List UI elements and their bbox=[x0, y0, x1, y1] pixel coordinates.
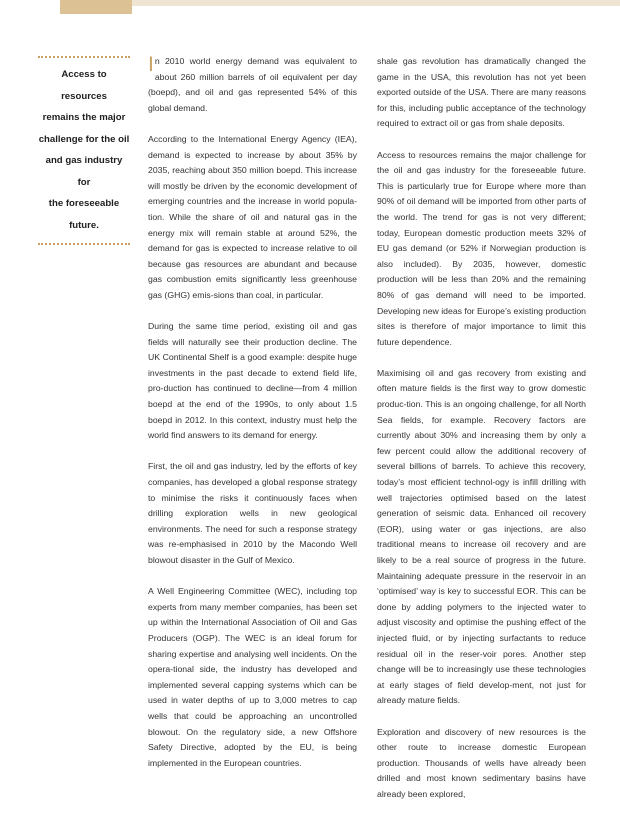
article-column-1 bbox=[148, 54, 357, 787]
pull-quote-line: remains the major bbox=[42, 112, 126, 123]
drop-cap: I bbox=[148, 53, 154, 76]
paragraph: In 2010 world energy demand was equivalent to about 260 million barrels of oil equivalent per day (boepd), and oil and gas represented 54% of this global demand. bbox=[148, 53, 357, 113]
header-accent-tab bbox=[60, 0, 132, 14]
paragraph: According to the International Energy Agency (IEA), demand is expected to increase by about 35% by 2035, reaching about 350 million boepd. This increase will mostly be driven by the economic development of emerging countries and the increase in world popula-tion. While the share of oil and natural gas in the energy mix will remain stable at around 52%, the demand for gas is expected to increase relative to oil because gas resources are abundant and because gas combustion emits significantly less greenhouse gas (GHG) emis-sions than coal, in particular. bbox=[148, 133, 357, 300]
pull-quote bbox=[38, 56, 130, 245]
pull-quote-line: Access to resources bbox=[61, 69, 107, 102]
paragraph: Access to resources remains the major challenge for the oil and gas industry for the foreseeable future. This is particularly true for Europe where more than 90% of oil demand will be imported from other parts of the world. The trend for gas is not very different; today, European domestic production meets 32% of EU gas demand (or 52% if Norwegian production is also included). By 2035, however, domestic production will be less than 20% and the remaining 80% of gas demand will need to be imported. Developing new ideas for Europe’s existing production sites is therefore of major importance to limit this future dependence. bbox=[377, 149, 586, 347]
pull-quote-line: challenge for the oil bbox=[38, 133, 130, 145]
paragraph: Maximising oil and gas recovery from existing and often mature fields is the first way to grow domestic produc-tion. This is an ongoing challenge, for all North Sea fields, for example. Recovery factors are currently about 30% and increasing them by only a few percent could allow the additional recovery of several billions of barrels. To achieve this recovery, today’s most efficient technol-ogy is infill drilling with well trajectories optimised based on the latest generation of seismic data. Enhanced oil recovery (EOR), using water or gas injections, are also traditional means to increase oil recovery and are likely to be a real source of progress in the future. Maintaining adequate pressure in the reservoir in an ‘optimised’ way is key to successful EOR. This can be done by adding polymers to the injected water to adjust viscosity and optimise the pushing effect of the injected fluid, or by injecting surfactants to reduce residual oil in the reser-voir pores. Another step change will be to increasingly use these technologies at early stages of field develop-ment, not just for already mature fields. bbox=[377, 367, 586, 706]
article-column-2 bbox=[377, 54, 586, 818]
paragraph: During the same time period, existing oil and gas fields will naturally see their production decline. The UK Continental Shelf is a good example: despite huge investments in the past decade to extend field life, pro-duction has continued to decline—from 4 million boepd at the end of the 1990s, to only about 1.5 boepd in 2012. In this context, industry must help the world find answers to its demand for energy. bbox=[148, 321, 357, 441]
paragraph: A Well Engineering Committee (WEC), including top experts from many member companies, has been set up within the International Association of Oil and Gas Producers (OGP). The WEC is an ideal forum for sharing expertise and analysing well incidents. On the opera-tional side, the industry has developed and implemented several capping systems which can be used in water depths of up to 3,000 metres to cap wells that could be approaching an uncontrolled blowout. On the regulatory side, a new Offshore Safety Directive, adopted by the EU, is being implemented in the European countries. bbox=[148, 586, 357, 768]
pull-quote-top-dots bbox=[38, 56, 130, 58]
header-rule bbox=[132, 0, 620, 6]
pull-quote-line: the foreseeable future. bbox=[48, 198, 120, 231]
paragraph: First, the oil and gas industry, led by the efforts of key companies, has developed a global response strategy to minimise the risks it continuously faces when drilling exploration wells in new geological environments. The need for such a response strategy was re-emphasised in 2010 by the Macondo Well blowout disaster in the Gulf of Mexico. bbox=[148, 461, 357, 565]
pull-quote-line: and gas industry for bbox=[45, 155, 123, 188]
paragraph: shale gas revolution has dramatically changed the game in the USA, this revolution has not yet been exported outside of the USA. There are many reasons for this, including public acceptance of the technology required to extract oil or gas from shale deposits. bbox=[377, 56, 586, 129]
pull-quote-bottom-dots bbox=[38, 243, 130, 245]
paragraph: Exploration and discovery of new resources is the other route to increase domestic European production. Thousands of wells have already been drilled and most known sedimentary basins have already been explored, bbox=[377, 726, 586, 799]
pull-quote-text bbox=[38, 64, 130, 236]
